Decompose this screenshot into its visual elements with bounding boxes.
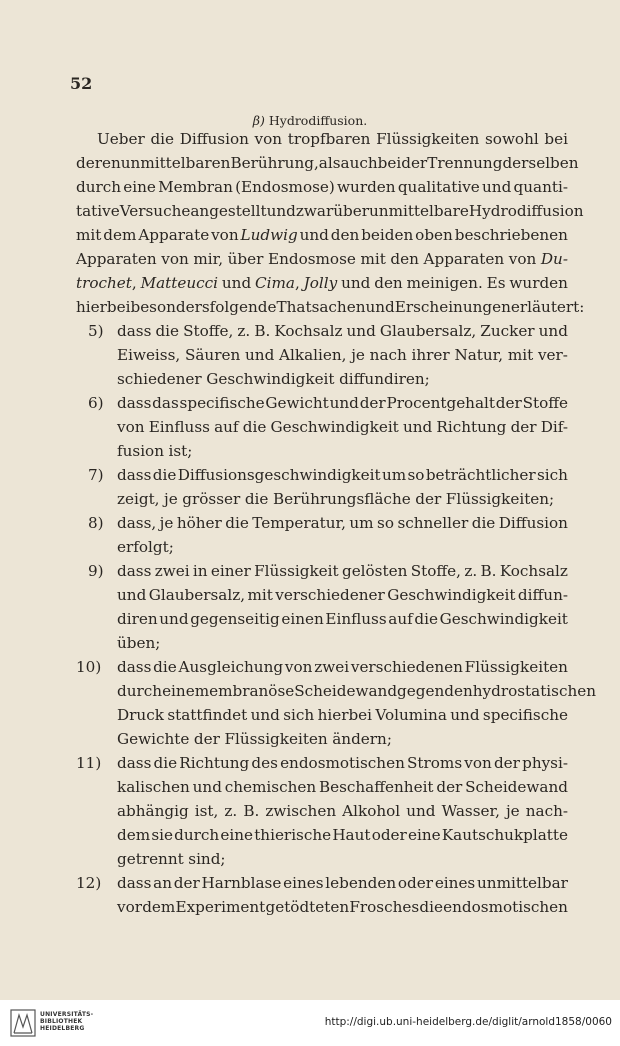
list-item-line: abhängig ist, z. B. zwischen Alkohol und Wasser, je nach-	[117, 802, 568, 820]
list-item-line: dass die Diffusionsgeschwindigkeit um so beträchtlicher sich 7)	[76, 463, 568, 487]
list-item-line: dass an der Harnblase eines lebenden oder eines unmittelbar 12)	[76, 871, 568, 895]
list-item-number: 11)	[76, 754, 102, 772]
list-item-line: Gewichte der Flüssigkeiten ändern;	[117, 730, 392, 748]
list-item-line: getrennt sind;	[117, 850, 226, 868]
list-item-line: erfolgt;	[117, 538, 174, 556]
list-item-number: 8)	[88, 514, 104, 532]
library-logo-icon	[10, 1009, 36, 1037]
list-item-line: schiedener Geschwindigkeit diffundiren;	[117, 370, 430, 388]
list-item-line: dass zwei in einer Flüssigkeit gelösten Stoffe, z. B. Kochsalz 9)	[76, 559, 568, 583]
library-name: UNIVERSITÄTS- BIBLIOTHEK HEIDELBERG	[40, 1011, 94, 1032]
list-item-line: Druck stattfindet und sich hierbei Volumina und specifische	[117, 706, 568, 724]
paragraph-line: Ueber die Diffusion von tropfbaren Flüssigkeiten sowohl bei	[97, 130, 568, 148]
list-item-line: dass die Richtung des endosmotischen Stroms von der physi- 11)	[76, 751, 568, 775]
list-item-line: dass, je höher die Temperatur, um so schneller die Diffusion 8)	[76, 511, 568, 535]
list-item-number: 9)	[88, 562, 104, 580]
list-item-line: dass das specifische Gewicht und der Procentgehalt der Stoffe 6)	[76, 391, 568, 415]
list-item-line: durch eine membranöse Scheidewand gegen den hydrostatischen	[117, 682, 597, 700]
section-marker: β)	[252, 113, 265, 128]
list-item-line: dem sie durch eine thierische Haut oder eine Kautschukplatte	[117, 826, 568, 844]
paragraph-line: deren unmittelbaren Berührung, als auch bei der Trennung derselben	[76, 154, 579, 172]
list-item-line: dass die Stoffe, z. B. Kochsalz und Glaubersalz, Zucker und 5)	[76, 319, 568, 343]
list-item-number: 12)	[76, 874, 102, 892]
page-number: 52	[70, 74, 93, 93]
list-item-line: zeigt, je grösser die Berührungsfläche der Flüssigkeiten;	[117, 490, 555, 508]
section-title-text: Hydrodiffusion.	[268, 113, 368, 128]
list-item-line: diren und gegenseitig einen Einfluss auf die Geschwindigkeit	[117, 610, 568, 628]
list-item-line: üben;	[117, 634, 161, 652]
list-item-line: kalischen und chemischen Beschaffenheit der Scheidewand	[117, 778, 568, 796]
paragraph-line: hierbei besonders folgende Thatsachen und Erscheinungen erläutert:	[76, 298, 585, 316]
footer-bar	[0, 1000, 620, 1046]
list-item-line: fusion ist;	[117, 442, 193, 460]
paragraph-line: tative Versuche angestellt und zwar über unmittelbare Hydrodiffusion	[76, 202, 584, 220]
list-item-number: 7)	[88, 466, 104, 484]
section-title	[0, 113, 620, 128]
paragraph-line: trochet, Matteucci und Cima, Jolly und den meinigen. Es wurden	[76, 274, 568, 292]
source-url[interactable]: http://digi.ub.uni-heidelberg.de/diglit/arnold1858/0060	[324, 1016, 612, 1028]
list-item-number: 5)	[88, 322, 104, 340]
body-text	[76, 127, 597, 919]
list-item-line: und Glaubersalz, mit verschiedener Geschwindigkeit diffun-	[117, 586, 568, 604]
paragraph-line: durch eine Membran (Endosmose) wurden qualitative und quanti-	[76, 178, 568, 196]
list-item-number: 10)	[76, 658, 102, 676]
list-item-number: 6)	[88, 394, 104, 412]
list-item-line: von Einfluss auf die Geschwindigkeit und Richtung der Dif-	[117, 418, 568, 436]
list-item-line: Eiweiss, Säuren und Alkalien, je nach ihrer Natur, mit ver-	[117, 346, 568, 364]
paragraph-line: Apparaten von mir, über Endosmose mit den Apparaten von Du-	[76, 250, 568, 268]
list-item-line: dass die Ausgleichung von zwei verschiedenen Flüssigkeiten 10)	[76, 655, 568, 679]
paragraph-line: mit dem Apparate von Ludwig und den beiden oben beschriebenen	[76, 226, 568, 244]
list-item-line: vor dem Experiment getödteten Frosches die endosmotischen	[117, 898, 568, 916]
